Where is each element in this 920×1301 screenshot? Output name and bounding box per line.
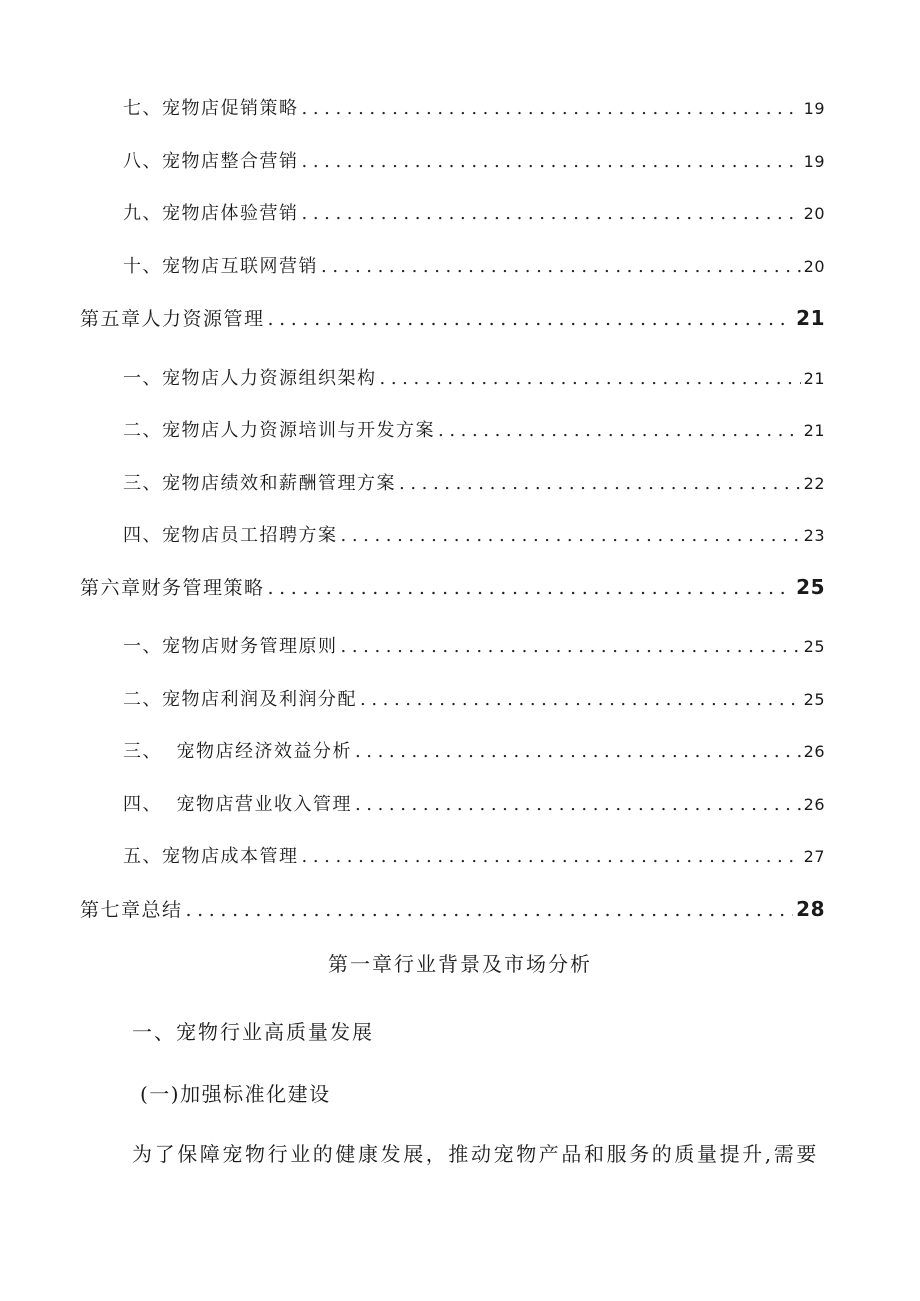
toc-entry[interactable] <box>123 416 825 442</box>
subsection-heading: (一)加强标准化建设 <box>140 1082 331 1106</box>
toc-dot-leader <box>360 689 801 710</box>
toc-dot-leader <box>186 899 794 921</box>
toc-entry-title: 二、宠物店人力资源培训与开发方案 <box>123 420 435 441</box>
toc-entry-title: 第五章人力资源管理 <box>80 308 265 330</box>
toc-dot-leader <box>302 203 801 224</box>
toc-entry-title: 四、宠物店员工招聘方案 <box>123 525 338 546</box>
toc-dot-leader <box>380 368 801 389</box>
toc-entry-title: 第七章总结 <box>80 899 183 921</box>
toc-dot-leader <box>355 741 801 762</box>
toc-entry[interactable] <box>123 632 825 658</box>
toc-entry-title: 五、宠物店成本管理 <box>123 846 299 867</box>
toc-entry-page: 20 <box>803 204 825 223</box>
toc-entry[interactable] <box>123 469 825 495</box>
toc-entry-page: 21 <box>803 421 825 440</box>
toc-entry-title: 七、宠物店促销策略 <box>123 98 299 119</box>
toc-entry[interactable] <box>123 521 825 547</box>
toc-entry-title: 一、宠物店人力资源组织架构 <box>123 368 377 389</box>
toc-entry-page: 26 <box>803 742 825 761</box>
section-heading: 一、宠物行业高质量发展 <box>132 1020 374 1044</box>
toc-chapter-entry[interactable] <box>80 304 825 331</box>
toc-entry-title: 九、宠物店体验营销 <box>123 203 299 224</box>
toc-entry[interactable] <box>123 790 825 816</box>
toc-dot-leader <box>341 636 801 657</box>
toc-chapter-entry[interactable] <box>80 573 825 600</box>
toc-dot-leader <box>302 846 801 867</box>
toc-entry[interactable] <box>123 685 825 711</box>
body-paragraph: 为了保障宠物行业的健康发展，推动宠物产品和服务的质量提升,需要 <box>132 1142 819 1166</box>
toc-entry[interactable] <box>123 252 825 278</box>
toc-chapter-entry[interactable] <box>80 895 825 922</box>
toc-entry-page: 25 <box>803 637 825 656</box>
toc-entry[interactable] <box>123 737 825 763</box>
toc-entry-title: 八、宠物店整合营销 <box>123 151 299 172</box>
toc-entry-page: 20 <box>803 257 825 276</box>
toc-entry-title: 三、 宠物店经济效益分析 <box>123 741 352 762</box>
chapter-heading: 第一章行业背景及市场分析 <box>328 952 592 976</box>
toc-entry-page: 26 <box>803 795 825 814</box>
toc-entry-title: 四、 宠物店营业收入管理 <box>123 794 352 815</box>
toc-dot-leader <box>321 256 801 277</box>
toc-entry[interactable] <box>123 199 825 225</box>
toc-entry-page: 25 <box>796 575 825 599</box>
toc-entry-title: 三、宠物店绩效和薪酬管理方案 <box>123 473 396 494</box>
toc-entry-title: 二、宠物店利润及利润分配 <box>123 689 357 710</box>
toc-entry-page: 23 <box>803 526 825 545</box>
toc-dot-leader <box>399 473 801 494</box>
toc-dot-leader <box>302 98 801 119</box>
toc-entry-title: 一、宠物店财务管理原则 <box>123 636 338 657</box>
toc-dot-leader <box>341 525 801 546</box>
toc-dot-leader <box>438 420 801 441</box>
toc-dot-leader <box>268 577 794 599</box>
toc-entry-page: 25 <box>803 690 825 709</box>
toc-entry-page: 28 <box>796 897 825 921</box>
toc-entry[interactable] <box>123 94 825 120</box>
toc-dot-leader <box>355 794 801 815</box>
toc-entry-page: 27 <box>803 847 825 866</box>
toc-entry-title: 第六章财务管理策略 <box>80 577 265 599</box>
toc-entry-title: 十、宠物店互联网营销 <box>123 256 318 277</box>
toc-dot-leader <box>302 151 801 172</box>
toc-entry[interactable] <box>123 842 825 868</box>
toc-entry-page: 21 <box>796 306 825 330</box>
toc-entry-page: 19 <box>803 152 825 171</box>
toc-entry-page: 21 <box>803 369 825 388</box>
toc-entry[interactable] <box>123 364 825 390</box>
toc-entry-page: 22 <box>803 474 825 493</box>
toc-entry-page: 19 <box>803 99 825 118</box>
toc-dot-leader <box>268 308 794 330</box>
toc-entry[interactable] <box>123 147 825 173</box>
